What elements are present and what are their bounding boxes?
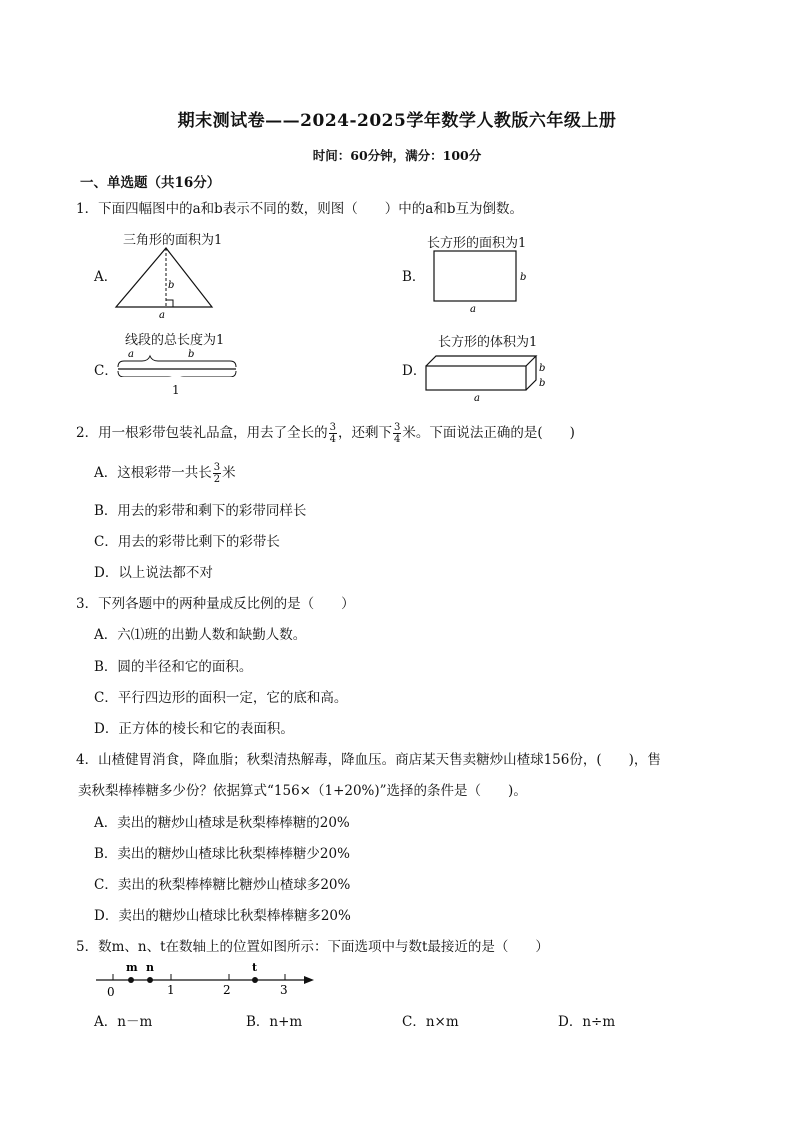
- q1-figure-d-b2: b: [539, 378, 546, 389]
- q3-option-b: B．圆的半径和它的面积。: [94, 659, 253, 675]
- section-heading: 一、单选题（共16分）: [80, 175, 221, 191]
- q1-stem: 1．下面四幅图中的a和b表示不同的数，则图（ ）中的a和b互为倒数。: [76, 201, 523, 217]
- q1-figure-c-b: b: [188, 349, 195, 360]
- q5-option-a: A．n－m: [94, 1014, 153, 1030]
- q2-option-b: B．用去的彩带和剩下的彩带同样长: [94, 503, 307, 519]
- q4-option-a: A．卖出的糖炒山楂球是秋梨棒棒糖的20%: [94, 815, 350, 831]
- q1-figure-a-a: a: [159, 310, 165, 320]
- q1-figure-b-rectangle: [428, 247, 532, 315]
- q1-figure-b-a: a: [470, 304, 476, 315]
- q1-option-a-letter: A．: [94, 269, 118, 285]
- page-title: 期末测试卷——2024-2025学年数学人教版六年级上册: [177, 111, 617, 131]
- q4-stem-line2: 卖秋梨棒棒糖多少份？依据算式“156×（1+20%)”选择的条件是（ )。: [78, 783, 527, 799]
- q1-figure-c-caption: 线段的总长度为1: [125, 333, 225, 348]
- q5-option-c: C．n×m: [402, 1014, 459, 1030]
- q1-figure-b-b: b: [520, 272, 527, 283]
- q1-figure-d-cuboid: [422, 350, 550, 402]
- svg-text:t: t: [252, 961, 258, 974]
- q2-stem: 2．用一根彩带包装礼品盒，用去了全长的 $\frac{3}{4}$ ，还剩下 $\frac{3}{4}$ 米。下面说法正确的是( ): [76, 422, 575, 445]
- q2-option-d: D．以上说法都不对: [94, 565, 213, 581]
- svg-text:n: n: [146, 961, 154, 974]
- q2-option-a: A．这根彩带一共长 $\frac{3}{2}$ 米: [94, 462, 236, 485]
- q5-point-m: [128, 977, 134, 983]
- q1-option-d-letter: D．: [402, 363, 427, 379]
- svg-text:0: 0: [107, 985, 115, 999]
- q1-figure-d-a: a: [474, 393, 480, 402]
- q2-option-c: C．用去的彩带比剩下的彩带长: [94, 534, 280, 550]
- q4-option-c: C．卖出的秋梨棒棒糖比糖炒山楂球多20%: [94, 877, 351, 893]
- q1-figure-c-total: 1: [172, 383, 180, 397]
- exam-info: 时间：60分钟，满分：100分: [312, 148, 482, 163]
- q2-fraction-left: $\frac{3}{4}$: [393, 422, 401, 445]
- svg-text:m: m: [126, 961, 138, 974]
- q5-point-t: [252, 977, 258, 983]
- q5-number-line: [92, 958, 322, 1000]
- svg-text:1: 1: [167, 983, 175, 997]
- q5-point-n: [147, 977, 153, 983]
- q3-option-c: C．平行四边形的面积一定，它的底和高。: [94, 690, 348, 706]
- q3-option-d: D．正方体的棱长和它的表面积。: [94, 721, 294, 737]
- svg-text:3: 3: [280, 983, 288, 997]
- q4-option-d: D．卖出的糖炒山楂球比秋梨棒棒糖多20%: [94, 908, 351, 924]
- q2-fraction-used: $\frac{3}{4}$: [329, 422, 336, 445]
- q1-figure-a-triangle: [112, 244, 218, 320]
- q4-stem-line1: 4．山楂健胃消食，降血脂；秋梨清热解毒，降血压。商店某天售卖糖炒山楂球156份，( )，售: [76, 752, 661, 768]
- q1-figure-c-segment: [112, 345, 242, 377]
- q5-stem: 5．数m、n、t在数轴上的位置如图所示：下面选项中与数t最接近的是（ ）: [76, 939, 549, 955]
- q1-figure-a-b: b: [168, 280, 175, 291]
- q1-figure-d-b1: b: [539, 363, 546, 374]
- q1-figure-b-caption: 长方形的面积为1: [427, 236, 527, 251]
- q1-figure-c-a: a: [128, 349, 134, 360]
- q1-figure-d-caption: 长方形的体积为1: [438, 335, 538, 350]
- q5-option-d: D．n÷m: [558, 1014, 616, 1030]
- q4-option-b: B．卖出的糖炒山楂球比秋梨棒棒糖少20%: [94, 846, 350, 862]
- q3-option-a: A．六⑴班的出勤人数和缺勤人数。: [94, 627, 307, 643]
- q2-option-a-fraction: $\frac{3}{2}$: [213, 462, 221, 485]
- q3-stem: 3．下列各题中的两种量成反比例的是（ ）: [76, 596, 355, 612]
- svg-text:2: 2: [223, 983, 231, 997]
- q1-option-c-letter: C．: [94, 363, 118, 379]
- q1-option-b-letter: B．: [402, 269, 426, 285]
- q5-option-b: B．n+m: [246, 1014, 303, 1030]
- q1-figure-a-caption: 三角形的面积为1: [123, 233, 223, 248]
